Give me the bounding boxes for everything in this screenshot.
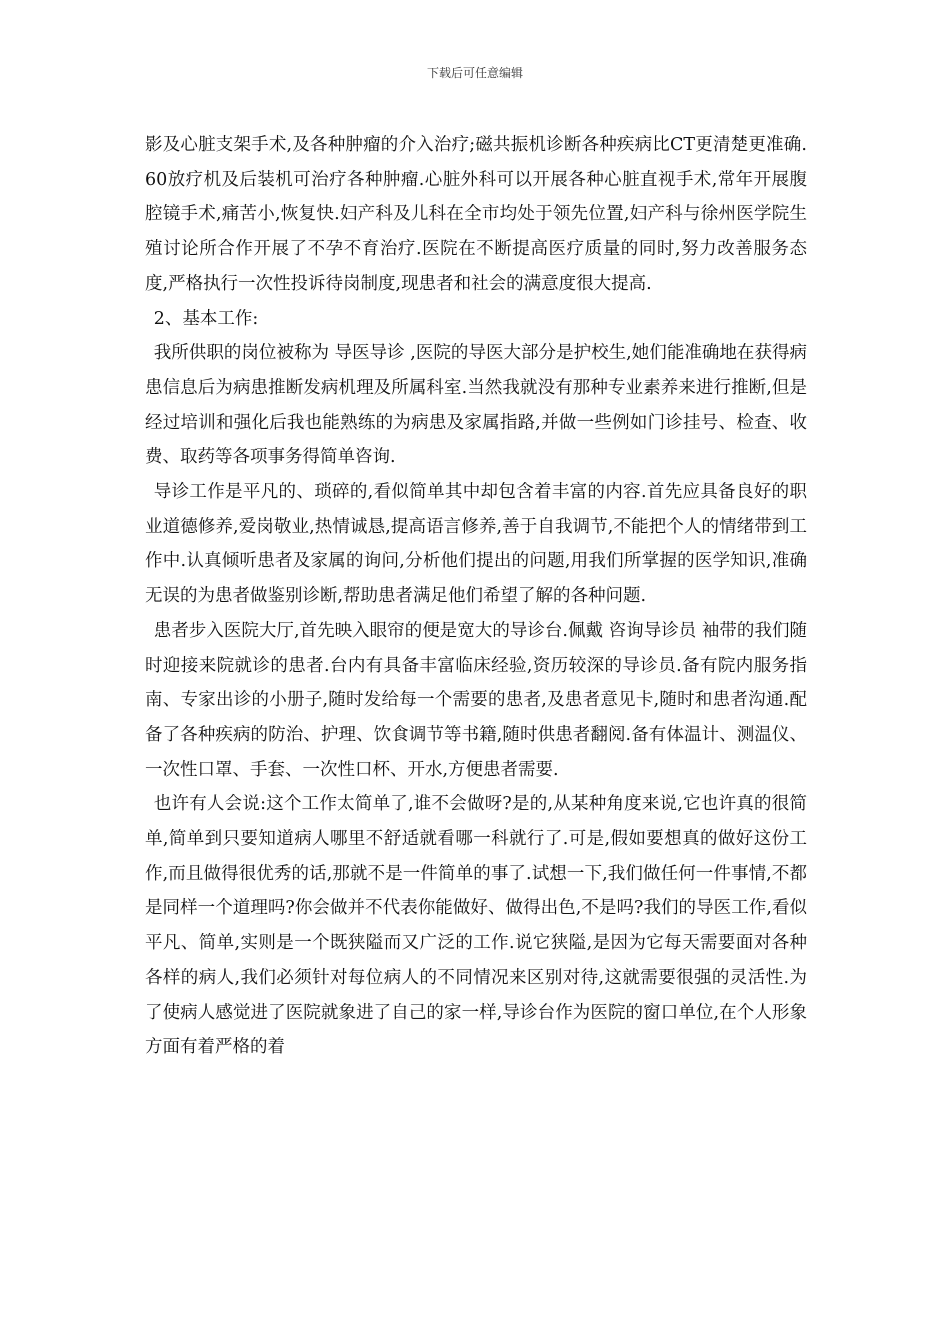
paragraph-guidance-work: 导诊工作是平凡的、琐碎的,看似简单其中却包含着丰富的内容.首先应具备良好的职业道德修养,爱岗敬业,热情诚恳,提高语言修养,善于自我调节,不能把个人的情绪带到工作中.认真倾听患者及家属的询问,分析他们提出的问题,用我们所掌握的医学知识,准确无误的为患者做鉴别诊断,帮助患者满足他们希望了解的各种问题.: [145, 482, 807, 607]
paragraph-service-desk: 患者步入医院大厅,首先映入眼帘的便是宽大的导诊台.佩戴 咨询导诊员 袖带的我们随时迎接来院就诊的患者.台内有具备丰富临床经验,资历较深的导诊员.备有院内服务指南、专家出诊的小册子,随时发给每一个需要的患者,及患者意见卡,随时和患者沟通.配备了各种疾病的防治、护理、饮食调节等书籍,随时供患者翻阅.备有体温计、测温仪、一次性口罩、手套、一次性口杯、开水,方便患者需要.: [145, 620, 807, 780]
paragraph-reflection: 也许有人会说:这个工作太简单了,谁不会做呀?是的,从某种角度来说,它也许真的很简单,简单到只要知道病人哪里不舒适就看哪一科就行了.可是,假如要想真的做好这份工作,而且做得很优秀的话,那就不是一件简单的事了.试想一下,我们做任何一件事情,不都是同样一个道理吗?你会做并不代表你能做好、做得出色,不是吗?我们的导医工作,看似平凡、简单,实则是一个既狭隘而又广泛的工作.说它狭隘,是因为它每天需要面对各种各样的病人,我们必须针对每位病人的不同情况来区别对待,这就需要很强的灵活性.为了使病人感觉进了医院就象进了自己的家一样,导诊台作为医院的窗口单位,在个人形象方面有着严格的着: [145, 794, 807, 1058]
section-heading-basic-work: 2、基本工作:: [153, 308, 259, 329]
paragraph-hospital-overview: 影及心脏支架手术,及各种肿瘤的介入治疗;磁共振机诊断各种疾病比CT更清楚更准确.60放疗机及后装机可治疗各种肿瘤.心脏外科可以开展各种心脏直视手术,常年开展腹腔镜手术,痛苦小,恢复快.妇产科及儿科在全市均处于领先位置,妇产科与徐州医学院生殖讨论所合作开展了不孕不育治疗.医院在不断提高医疗质量的同时,努力改善服务态度,严格执行一次性投诉待岗制度,现患者和社会的满意度很大提高.: [145, 135, 807, 294]
paragraph-job-role: 我所供职的岗位被称为 导医导诊 ,医院的导医大部分是护校生,她们能准确地在获得病患信息后为病患推断发病机理及所属科室.当然我就没有那种专业素养来进行推断,但是经过培训和强化后我也能熟练的为病患及家属指路,并做一些例如门诊挂号、检查、收费、取药等各项事务得简单咨询.: [145, 343, 807, 468]
page-header: 下载后可任意编辑: [426, 66, 523, 80]
document-body: [145, 128, 807, 1065]
